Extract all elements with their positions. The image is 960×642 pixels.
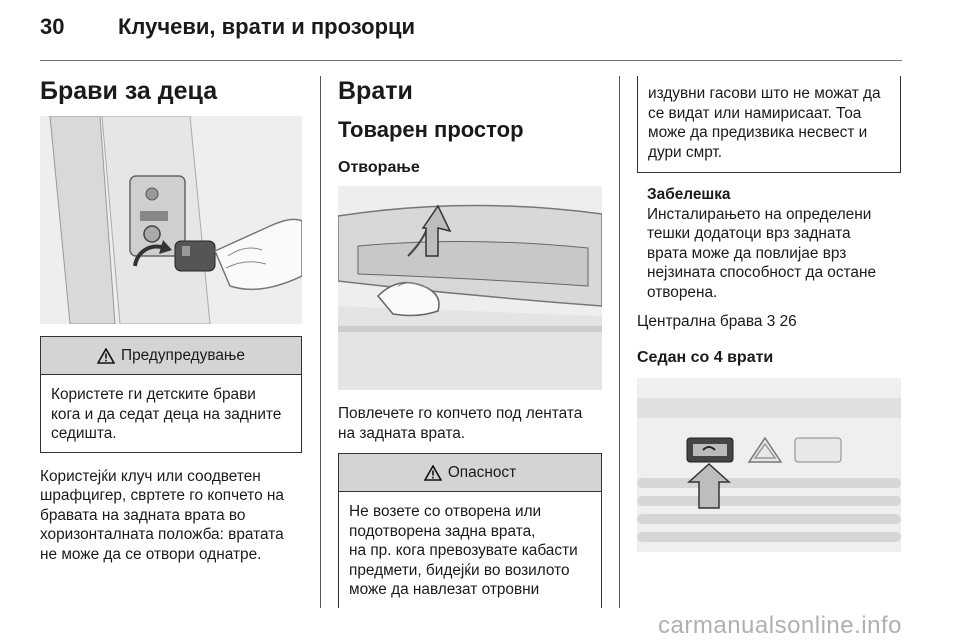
paragraph-line: Повлечете го копчето под лентата bbox=[338, 405, 583, 422]
warning-line: кога и да седат деца на задните bbox=[51, 405, 282, 423]
dashboard-switch-drawing bbox=[637, 378, 901, 552]
paragraph-line: не може да се отвори однатре. bbox=[40, 545, 262, 563]
note-body bbox=[647, 205, 901, 303]
child-lock-drawing bbox=[40, 116, 302, 324]
note-line: тешки додатоци врз задната bbox=[647, 225, 851, 242]
tailgate-drawing bbox=[338, 186, 602, 390]
warning-line: Користете ги детските брави bbox=[51, 386, 256, 403]
warning-box-header bbox=[41, 337, 301, 375]
note-line: отворена. bbox=[647, 283, 718, 301]
danger-line: предмети, бидејќи во возилото bbox=[349, 561, 570, 579]
danger-line: дури смрт. bbox=[648, 143, 723, 161]
danger-line: Не возете со отворена или bbox=[349, 503, 542, 520]
note-block bbox=[637, 185, 901, 302]
section-title-child-locks: Брави за деца bbox=[40, 77, 218, 105]
warning-box-title: Предупредување bbox=[121, 346, 245, 364]
page-number: 30 bbox=[40, 14, 65, 39]
column-divider-2 bbox=[619, 76, 620, 608]
middle-column bbox=[338, 76, 602, 608]
warning-box-body bbox=[41, 375, 301, 452]
reference-arrow-icon: 3 bbox=[766, 313, 776, 330]
note-line: нејзината способност да остане bbox=[647, 264, 877, 281]
danger-line: може да предизвика несвест и bbox=[648, 124, 868, 141]
warning-box-child-locks bbox=[40, 336, 302, 453]
danger-box-title: Опасност bbox=[447, 463, 517, 481]
danger-box bbox=[338, 453, 602, 608]
danger-box-body bbox=[339, 492, 601, 608]
note-line: врата може да повлијае врз bbox=[647, 244, 847, 262]
left-column bbox=[40, 76, 302, 564]
reference-page: 26 bbox=[779, 313, 797, 330]
reference-text: Централна брава bbox=[637, 313, 763, 330]
child-lock-illustration bbox=[40, 116, 302, 324]
warning-line: седишта. bbox=[51, 425, 117, 442]
column-divider-1 bbox=[320, 76, 321, 608]
right-column bbox=[637, 76, 901, 552]
section-title-doors: Врати bbox=[338, 77, 413, 105]
chapter-title: Клучеви, врати и прозорци bbox=[118, 14, 416, 39]
warning-triangle-icon bbox=[424, 465, 442, 481]
danger-box-continued bbox=[637, 76, 901, 173]
subsection-title-load-compartment: Товарен простор bbox=[338, 117, 524, 142]
tailgate-instructions bbox=[338, 404, 602, 443]
paragraph-line: на задната врата. bbox=[338, 424, 466, 442]
warning-triangle-icon bbox=[97, 348, 115, 364]
paragraph-line: Користејќи клуч или соодветен bbox=[40, 467, 261, 485]
subsubsection-title-opening: Отворање bbox=[338, 159, 420, 176]
sedan-switch-illustration bbox=[637, 378, 901, 552]
danger-line: на пр. кога превозувате кабасти bbox=[349, 542, 578, 559]
danger-box-header bbox=[339, 454, 601, 492]
danger-line: подотворена задна врата, bbox=[349, 522, 536, 540]
paragraph-line: бравата на задната врата во bbox=[40, 506, 246, 524]
central-lock-reference[interactable] bbox=[637, 312, 901, 332]
paragraph-line: хоризонталната положба: вратата bbox=[40, 526, 284, 543]
subsection-title-sedan: Седан со 4 врати bbox=[637, 348, 774, 366]
child-lock-instructions bbox=[40, 467, 302, 565]
header-rule bbox=[40, 60, 902, 61]
tailgate-opening-illustration bbox=[338, 186, 602, 390]
danger-line: се видат или намирисаат. Тоа bbox=[648, 104, 862, 122]
watermark-text: carmanualsonline.info bbox=[658, 612, 902, 639]
note-line: Инсталирањето на определени bbox=[647, 205, 872, 223]
paragraph-line: шрафцигер, свртете го копчето на bbox=[40, 487, 284, 504]
danger-line: може да навлезат отровни bbox=[349, 581, 540, 598]
note-title: Забелешка bbox=[647, 186, 731, 203]
danger-line: издувни гасови што не можат да bbox=[648, 85, 881, 102]
